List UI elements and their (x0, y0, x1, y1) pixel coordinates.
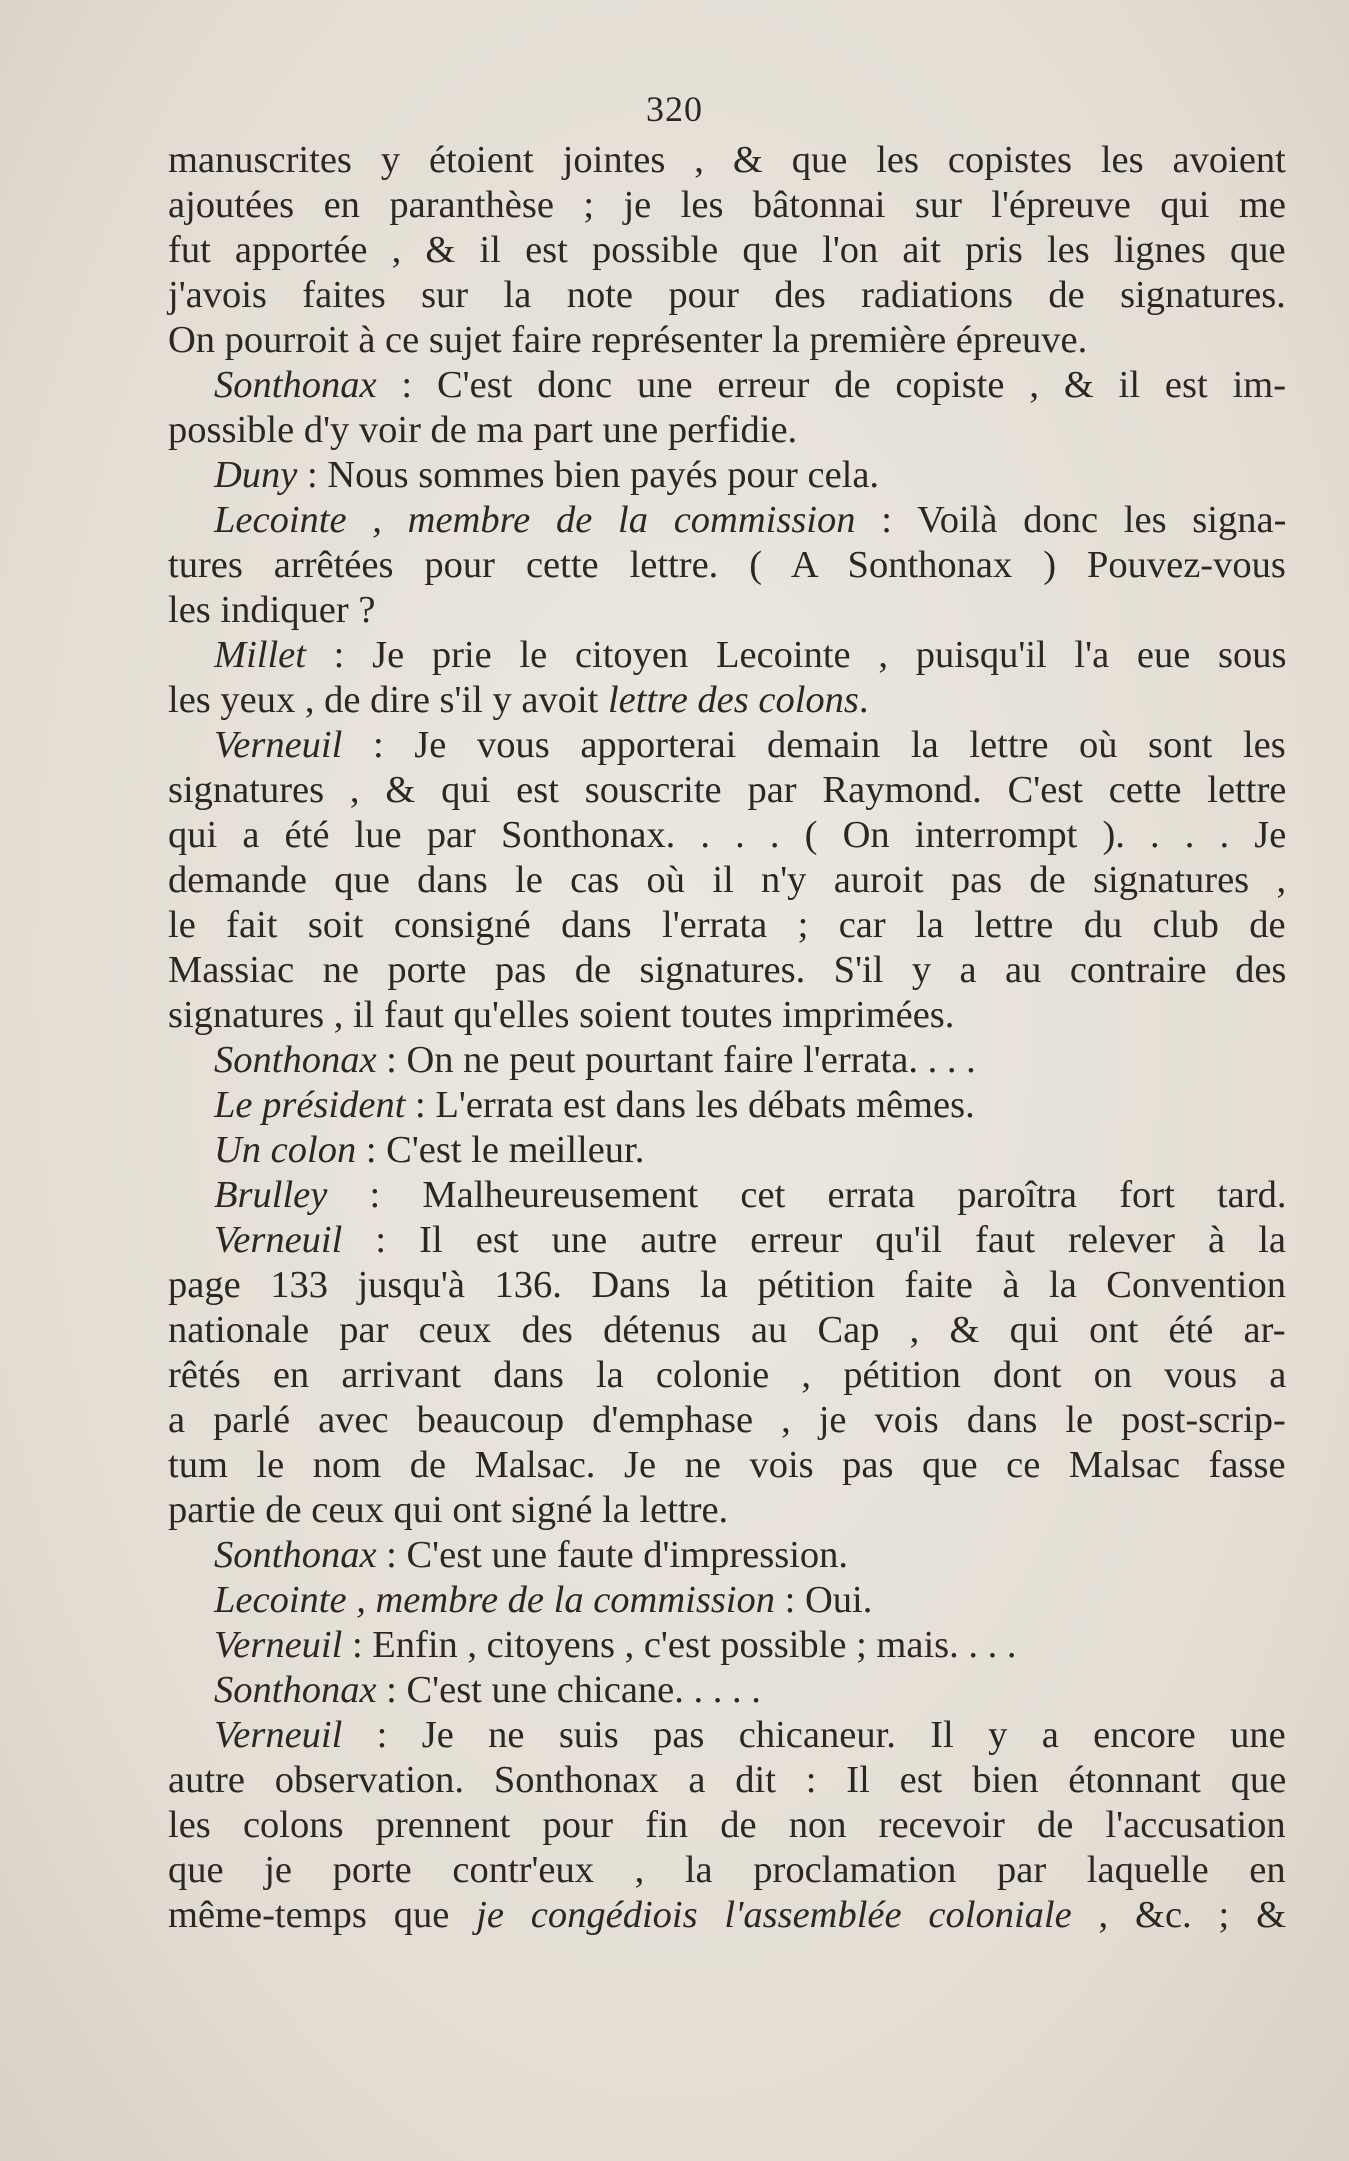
text-line-content (168, 1758, 1286, 1803)
text-run: ajoutées en paranthèse ; je les bâtonnai sur l'épreuve qui me (168, 184, 1286, 226)
text-line (168, 1353, 1286, 1398)
text-line-content (168, 588, 375, 633)
text-run: : C'est une chicane. . . . . (376, 1669, 761, 1711)
text-run: qui a été lue par Sonthonax. . . . ( On interrompt ). . . . Je (168, 814, 1287, 856)
text-line-content (168, 1893, 1286, 1938)
italic-run: Sonthonax (214, 1534, 377, 1576)
text-run: partie de ceux qui ont signé la lettre. (168, 1489, 729, 1531)
text-line (168, 813, 1286, 858)
italic-run: Lecointe , membre de la commission (214, 1579, 775, 1621)
text-line (168, 1668, 1286, 1713)
text-run: même-temps que (168, 1894, 477, 1936)
text-line-content (168, 948, 1286, 993)
italic-run: Brulley (214, 1174, 328, 1216)
text-line (168, 1218, 1286, 1263)
text-run: tures arrêtées pour cette lettre. ( A Sonthonax ) Pouvez-vous (168, 544, 1286, 586)
text-line-content (214, 1533, 848, 1578)
text-line-content (214, 453, 879, 498)
text-line-content (168, 273, 1286, 318)
italic-run: Verneuil (214, 724, 343, 766)
text-line-content (214, 1083, 975, 1128)
text-line (168, 138, 1286, 183)
text-line (168, 318, 1286, 363)
text-line (168, 1713, 1286, 1758)
text-line-content (168, 858, 1286, 903)
text-run: : Malheureusement cet errata paroîtra fort tard. (327, 1174, 1287, 1216)
text-run: Massiac ne porte pas de signatures. S'il y a au contraire des (168, 949, 1287, 991)
text-line-content (168, 1353, 1286, 1398)
text-line (168, 858, 1286, 903)
text-line-content (168, 318, 1087, 363)
text-line (168, 363, 1286, 408)
text-run: rêtés en arrivant dans la colonie , pétition dont on vous a (168, 1354, 1287, 1396)
text-line (168, 183, 1286, 228)
text-line (168, 678, 1286, 723)
text-run: : Il est une autre erreur qu'il faut relever à la (342, 1219, 1286, 1261)
text-run: : C'est le meilleur. (356, 1129, 645, 1171)
text-line (168, 1443, 1286, 1488)
text-line (168, 633, 1286, 678)
text-run: les colons prennent pour fin de non recevoir de l'accusation (168, 1804, 1286, 1846)
text-line-content (168, 903, 1286, 948)
text-line (168, 1398, 1286, 1443)
text-line-content (214, 1218, 1286, 1263)
text-run: : Nous sommes bien payés pour cela. (297, 454, 880, 496)
text-run: On pourroit à ce sujet faire représenter la première épreuve. (168, 319, 1088, 361)
text-line (168, 723, 1286, 768)
text-line-content (168, 1308, 1286, 1353)
text-line (168, 408, 1286, 453)
text-line-content (168, 1443, 1286, 1488)
text-run: manuscrites y étoient jointes , & que les copistes les avoient (168, 139, 1286, 181)
text-run: : C'est une faute d'impression. (376, 1534, 849, 1576)
text-line (168, 1623, 1286, 1668)
text-run: signatures , & qui est souscrite par Raymond. C'est cette lettre (168, 769, 1287, 811)
text-run: : Oui. (775, 1579, 873, 1621)
italic-run: Le président (214, 1084, 406, 1126)
text-line (168, 1173, 1286, 1218)
italic-run: Lecointe , membre de la commission (214, 499, 856, 541)
text-run: : Je prie le citoyen Lecointe , puisqu'il l'a eue sous (305, 634, 1287, 676)
body-text (168, 138, 1286, 1938)
text-run: les indiquer ? (168, 589, 376, 631)
text-line (168, 1308, 1286, 1353)
text-line-content (168, 1848, 1286, 1893)
text-run: fut apportée , & il est possible que l'on ait pris les lignes que (168, 229, 1286, 271)
text-line (168, 228, 1286, 273)
text-line-content (168, 1263, 1286, 1308)
text-line-content (168, 408, 797, 453)
text-line (168, 903, 1286, 948)
text-line (168, 498, 1286, 543)
text-line (168, 1533, 1286, 1578)
italic-run: je congédiois l'assemblée coloniale (476, 1894, 1072, 1936)
text-line-content (168, 1803, 1286, 1848)
text-run: : Voilà donc les signa- (855, 499, 1287, 541)
text-line-content (214, 1713, 1286, 1758)
italic-run: Sonthonax (214, 364, 377, 406)
italic-run: lettre des colons (607, 679, 859, 721)
text-line (168, 1758, 1286, 1803)
text-line-content (168, 813, 1286, 858)
text-line (168, 1848, 1286, 1893)
text-line (168, 1128, 1286, 1173)
text-run: demande que dans le cas où il n'y auroit pas de signatures , (168, 859, 1287, 901)
text-run: les yeux , de dire s'il y avoit (168, 679, 608, 721)
text-line-content (214, 498, 1286, 543)
italic-run: Millet (214, 634, 306, 676)
text-line-content (168, 183, 1286, 228)
text-line-content (168, 138, 1286, 183)
text-run: : L'errata est dans les débats mêmes. (405, 1084, 975, 1126)
text-run: nationale par ceux des détenus au Cap , & qui ont été ar- (168, 1309, 1286, 1351)
text-line-content (168, 543, 1286, 588)
text-run: autre observation. Sonthonax a dit : Il est bien étonnant que (168, 1759, 1287, 1801)
text-line-content (168, 993, 954, 1038)
text-run: que je porte contr'eux , la proclamation par laquelle en (168, 1849, 1286, 1891)
text-run: : Je ne suis pas chicaneur. Il y a encore une (342, 1714, 1286, 1756)
text-run: page 133 jusqu'à 136. Dans la pétition faite à la Convention (168, 1264, 1286, 1306)
text-line (168, 543, 1286, 588)
page-number: 320 (646, 89, 703, 129)
text-run: j'avois faites sur la note pour des radiations de signatures. (168, 274, 1286, 316)
text-run: signatures , il faut qu'elles soient toutes imprimées. (168, 994, 955, 1036)
text-line (168, 453, 1286, 498)
italic-run: Duny (214, 454, 298, 496)
italic-run: Verneuil (214, 1714, 343, 1756)
text-run: tum le nom de Malsac. Je ne vois pas que ce Malsac fasse (168, 1444, 1286, 1486)
text-line (168, 1083, 1286, 1128)
text-run: a parlé avec beaucoup d'emphase , je vois dans le post-scrip- (168, 1399, 1286, 1441)
text-line-content (214, 1173, 1286, 1218)
text-run: : C'est donc une erreur de copiste , & il est im- (376, 364, 1287, 406)
text-line (168, 273, 1286, 318)
text-line-content (214, 1038, 976, 1083)
text-line (168, 588, 1286, 633)
italic-run: Un colon (214, 1129, 357, 1171)
text-line (168, 1488, 1286, 1533)
text-run: le fait soit consigné dans l'errata ; car la lettre du club de (168, 904, 1286, 946)
italic-run: Verneuil (214, 1219, 343, 1261)
text-run: possible d'y voir de ma part une perfidie. (168, 409, 798, 451)
text-line-content (214, 1128, 644, 1173)
text-line (168, 993, 1286, 1038)
text-line-content (214, 1668, 761, 1713)
text-run: , &c. ; & (1071, 1894, 1287, 1936)
italic-run: Sonthonax (214, 1669, 377, 1711)
text-line-content (168, 228, 1286, 273)
text-run: : On ne peut pourtant faire l'errata. . . . (376, 1039, 976, 1081)
text-line-content (168, 768, 1286, 813)
text-line-content (214, 363, 1286, 408)
text-line-content (214, 1623, 1017, 1668)
text-line (168, 1038, 1286, 1083)
text-line-content (168, 1398, 1286, 1443)
text-line-content (168, 1488, 728, 1533)
text-line-content (214, 1578, 872, 1623)
text-line (168, 948, 1286, 993)
text-line (168, 1578, 1286, 1623)
text-line-content (214, 723, 1286, 768)
text-line-content (214, 633, 1286, 678)
text-line (168, 768, 1286, 813)
text-line-content (168, 678, 869, 723)
italic-run: Sonthonax (214, 1039, 377, 1081)
text-line (168, 1803, 1286, 1848)
text-run: . (858, 679, 869, 721)
text-run: : Je vous apporterai demain la lettre où sont les (342, 724, 1286, 766)
text-line (168, 1263, 1286, 1308)
italic-run: Verneuil (214, 1624, 343, 1666)
text-run: : Enfin , citoyens , c'est possible ; mais. . . . (342, 1624, 1017, 1666)
text-line (168, 1893, 1286, 1938)
